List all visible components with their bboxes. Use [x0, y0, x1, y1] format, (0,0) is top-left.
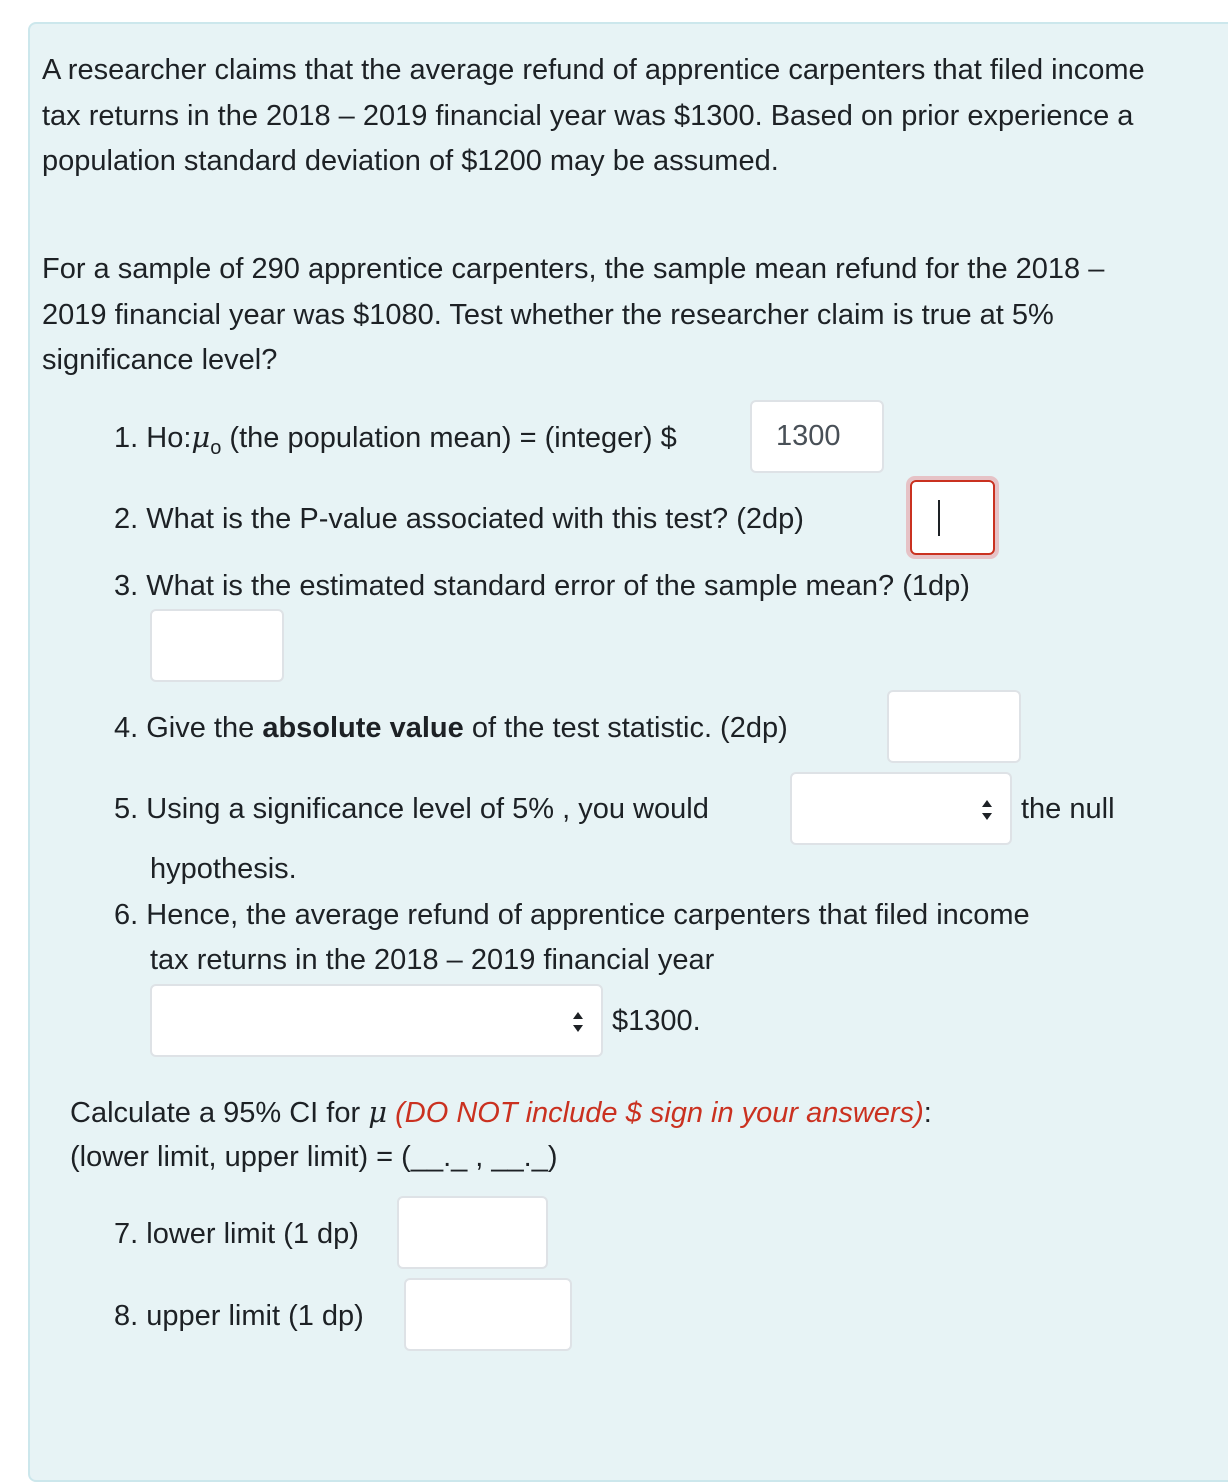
q7-lower-limit-input[interactable] [397, 1196, 548, 1269]
mu-symbol: μ [191, 420, 211, 454]
ci-format [70, 1139, 558, 1175]
q6-comparison-select[interactable] [150, 984, 603, 1057]
ci-format-text: (lower limit, upper limit) = ( [70, 1141, 411, 1173]
question-2-text: What is the P-value associated with this test? (2dp) [146, 503, 804, 535]
question-1 [114, 419, 677, 466]
ci-colon: : [923, 1097, 932, 1129]
q3-answer-input[interactable] [150, 609, 284, 682]
question-6 [114, 897, 1030, 933]
question-8-number: 8. [114, 1300, 139, 1332]
mu-subscript: o [210, 436, 222, 459]
q8-upper-limit-input[interactable] [404, 1278, 572, 1351]
intro-paragraph-2: For a sample of 290 apprentice carpenters, the sample mean refund for the 2018 – 2019 financial year was $1080. Test whether the researcher claim is true at 5% significance level? [42, 253, 1105, 376]
question-5-number: 5. [114, 793, 139, 825]
question-7-text: lower limit (1 dp) [146, 1218, 359, 1250]
select-arrows-icon [980, 796, 994, 824]
question-6-number: 6. [114, 899, 139, 931]
question-4-text-before: Give the [146, 712, 263, 744]
question-2 [114, 501, 804, 537]
question-4-number: 4. [114, 712, 139, 744]
question-2-number: 2. [114, 503, 139, 535]
question-8 [114, 1298, 364, 1334]
question-4 [114, 710, 788, 746]
q4-answer-input[interactable] [887, 690, 1021, 763]
question-5-tail: the null [1021, 793, 1115, 825]
question-7 [114, 1216, 359, 1252]
question-5 [114, 791, 709, 827]
question-8-text: upper limit (1 dp) [146, 1300, 364, 1332]
ci-instruction-text: Calculate a 95% CI for [70, 1097, 369, 1129]
question-7-number: 7. [114, 1218, 139, 1250]
question-3-text: What is the estimated standard error of the sample mean? (1dp) [146, 570, 970, 602]
ci-instruction [70, 1094, 932, 1131]
select-arrows-icon [571, 1008, 585, 1036]
question-5-text: Using a significance level of 5% , you would [146, 793, 709, 825]
question-4-text-after: of the test statistic. (2dp) [463, 712, 788, 744]
question-6-tail: $1300. [612, 1005, 701, 1037]
ci-warning: (DO NOT include $ sign in your answers) [395, 1097, 924, 1129]
question-3-number: 3. [114, 570, 139, 602]
ci-format-close: ) [547, 1141, 558, 1173]
question-1-number: 1. [114, 422, 139, 454]
question-3 [114, 568, 970, 604]
intro-paragraph-1: A researcher claims that the average refund of apprentice carpenters that filed income tax returns in the 2018 – 2019 financial year was $1300. Based on prior experience a population standard deviation of $1200 may be assumed. [42, 54, 1145, 177]
q5-decision-select[interactable] [790, 772, 1012, 845]
question-panel [28, 22, 1228, 1482]
question-5-wrap: hypothesis. [150, 853, 297, 885]
text-cursor [938, 500, 940, 536]
question-4-bold: absolute value [262, 712, 464, 744]
ci-format-blanks: __._ , __._ [410, 1141, 548, 1173]
q1-answer-input[interactable] [750, 400, 884, 473]
q1-answer-value: 1300 [776, 420, 841, 452]
question-1-prefix: Ho: [146, 422, 192, 454]
question-6-line-1: Hence, the average refund of apprentice carpenters that filed income [146, 899, 1030, 931]
mu-symbol: μ [368, 1095, 388, 1129]
question-6-line-2: tax returns in the 2018 – 2019 financial year [150, 944, 715, 976]
q2-answer-input[interactable] [910, 480, 995, 555]
question-1-text: (the population mean) = (integer) $ [221, 422, 677, 454]
